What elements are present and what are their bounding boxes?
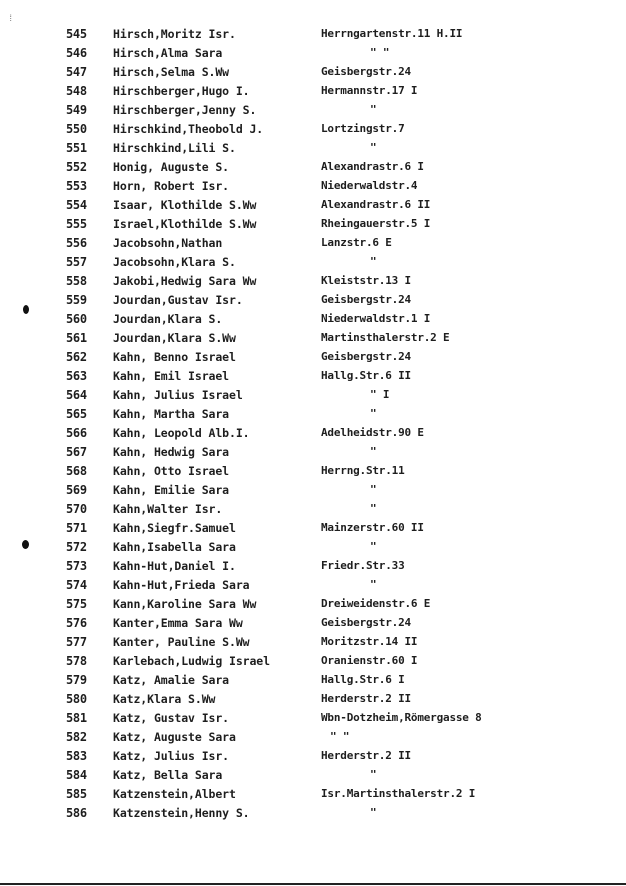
entry-name: Kahn,Isabella Sara — [113, 540, 236, 554]
entry-number: 564 — [66, 388, 87, 402]
entry-address: Oranienstr.60 I — [321, 654, 418, 667]
entry-address: Hermannstr.17 I — [321, 84, 418, 97]
entry-number: 572 — [66, 540, 87, 554]
entry-number: 555 — [66, 217, 87, 231]
list-item — [0, 139, 626, 158]
entry-name: Kahn, Otto Israel — [113, 464, 230, 478]
list-item — [0, 329, 626, 348]
entry-number: 577 — [66, 635, 87, 649]
list-item — [0, 424, 626, 443]
entry-number: 553 — [66, 179, 87, 193]
page-bottom-edge — [0, 883, 626, 885]
list-item — [0, 405, 626, 424]
entry-address: " " — [330, 730, 350, 743]
entry-number: 552 — [66, 160, 87, 174]
entry-number: 562 — [66, 350, 87, 364]
entry-name: Katz, Gustav Isr. — [113, 711, 230, 725]
entry-number: 557 — [66, 255, 87, 269]
list-item — [0, 215, 626, 234]
entry-name: Katz, Amalie Sara — [113, 673, 230, 687]
entry-number: 569 — [66, 483, 87, 497]
list-item — [0, 44, 626, 63]
entry-name: Kahn-Hut,Daniel I. — [113, 559, 236, 573]
entry-name: Kahn, Emilie Sara — [113, 483, 230, 497]
entry-address: " — [370, 445, 377, 458]
entry-number: 550 — [66, 122, 87, 136]
entry-name: Kahn-Hut,Frieda Sara — [113, 578, 250, 592]
entry-name: Katz, Julius Isr. — [113, 749, 230, 763]
list-item — [0, 785, 626, 804]
list-item — [0, 25, 626, 44]
entry-number: 568 — [66, 464, 87, 478]
entry-number: 579 — [66, 673, 87, 687]
entry-number: 585 — [66, 787, 87, 801]
entry-name: Katz, Bella Sara — [113, 768, 223, 782]
entry-name: Kahn, Martha Sara — [113, 407, 230, 421]
entry-address: Moritzstr.14 II — [321, 635, 418, 648]
entry-name: Israel,Klothilde S.Ww — [113, 217, 257, 231]
entry-name: Jacobsohn,Klara S. — [113, 255, 236, 269]
entry-number: 558 — [66, 274, 87, 288]
list-item — [0, 500, 626, 519]
entry-number: 565 — [66, 407, 87, 421]
entry-address: Rheingauerstr.5 I — [321, 217, 431, 230]
entry-address: Herderstr.2 II — [321, 749, 411, 762]
entry-number: 566 — [66, 426, 87, 440]
list-item — [0, 196, 626, 215]
entry-number: 559 — [66, 293, 87, 307]
list-item — [0, 158, 626, 177]
entry-address: " — [370, 483, 377, 496]
entry-address: Niederwaldstr.4 — [321, 179, 418, 192]
list-item — [0, 82, 626, 101]
list-item — [0, 272, 626, 291]
list-item — [0, 538, 626, 557]
list-item — [0, 348, 626, 367]
entry-number: 554 — [66, 198, 87, 212]
entry-name: Jourdan,Klara S. — [113, 312, 223, 326]
entry-address: Martinsthalerstr.2 E — [321, 331, 450, 344]
list-item — [0, 633, 626, 652]
entry-address: " — [370, 578, 377, 591]
entry-address: Geisbergstr.24 — [321, 616, 411, 629]
entry-number: 551 — [66, 141, 87, 155]
entry-number: 580 — [66, 692, 87, 706]
entry-number: 547 — [66, 65, 87, 79]
entry-name: Kahn,Walter Isr. — [113, 502, 223, 516]
entry-address: " — [370, 540, 377, 553]
list-item — [0, 310, 626, 329]
entry-address: Hallg.Str.6 II — [321, 369, 411, 382]
entry-name: Hirsch,Selma S.Ww — [113, 65, 230, 79]
entry-address: Kleiststr.13 I — [321, 274, 411, 287]
entry-address: " — [370, 407, 377, 420]
list-item — [0, 728, 626, 747]
entry-address: Alexandrastr.6 I — [321, 160, 424, 173]
entry-name: Katz,Klara S.Ww — [113, 692, 216, 706]
entry-number: 574 — [66, 578, 87, 592]
corner-scribble: ⁞ — [8, 14, 14, 24]
entry-address: " " — [370, 46, 390, 59]
list-item — [0, 690, 626, 709]
entry-name: Katzenstein,Albert — [113, 787, 236, 801]
entry-name: Kann,Karoline Sara Ww — [113, 597, 257, 611]
entry-name: Hirsch,Moritz Isr. — [113, 27, 236, 41]
entry-name: Kahn, Emil Israel — [113, 369, 230, 383]
list-item — [0, 367, 626, 386]
entry-name: Kahn, Benno Israel — [113, 350, 236, 364]
entry-address: Wbn-Dotzheim,Römergasse 8 — [321, 711, 482, 724]
entry-name: Kanter,Emma Sara Ww — [113, 616, 243, 630]
list-item — [0, 709, 626, 728]
entry-name: Hirschberger,Jenny S. — [113, 103, 257, 117]
entry-address: Adelheidstr.90 E — [321, 426, 424, 439]
list-item — [0, 291, 626, 310]
entry-name: Hirschberger,Hugo I. — [113, 84, 250, 98]
entry-address: Friedr.Str.33 — [321, 559, 405, 572]
entry-number: 556 — [66, 236, 87, 250]
entry-name: Katz, Auguste Sara — [113, 730, 236, 744]
list-item — [0, 481, 626, 500]
entry-name: Kahn, Leopold Alb.I. — [113, 426, 250, 440]
list-item — [0, 595, 626, 614]
entry-name: Karlebach,Ludwig Israel — [113, 654, 270, 668]
entry-name: Isaar, Klothilde S.Ww — [113, 198, 257, 212]
entry-number: 570 — [66, 502, 87, 516]
entry-name: Kahn, Julius Israel — [113, 388, 243, 402]
list-item — [0, 234, 626, 253]
entry-address: Dreiweidenstr.6 E — [321, 597, 431, 610]
list-item — [0, 101, 626, 120]
entry-number: 582 — [66, 730, 87, 744]
list-item — [0, 557, 626, 576]
entry-name: Jourdan,Gustav Isr. — [113, 293, 243, 307]
entry-number: 546 — [66, 46, 87, 60]
entry-address: Lanzstr.6 E — [321, 236, 392, 249]
entry-name: Jacobsohn,Nathan — [113, 236, 223, 250]
entry-number: 567 — [66, 445, 87, 459]
entry-number: 545 — [66, 27, 87, 41]
entry-address: Hallg.Str.6 I — [321, 673, 405, 686]
entry-number: 548 — [66, 84, 87, 98]
list-item — [0, 177, 626, 196]
entry-address: Geisbergstr.24 — [321, 350, 411, 363]
list-item — [0, 63, 626, 82]
entry-number: 584 — [66, 768, 87, 782]
entry-address: Mainzerstr.60 II — [321, 521, 424, 534]
entry-address: Herrng.Str.11 — [321, 464, 405, 477]
entry-list — [0, 25, 626, 823]
entry-address: Geisbergstr.24 — [321, 65, 411, 78]
list-item — [0, 576, 626, 595]
entry-address: Herrngartenstr.11 H.II — [321, 27, 463, 40]
entry-name: Hirschkind,Theobold J. — [113, 122, 264, 136]
entry-name: Kahn, Hedwig Sara — [113, 445, 230, 459]
list-item — [0, 652, 626, 671]
entry-address: Alexandrastr.6 II — [321, 198, 431, 211]
entry-name: Jourdan,Klara S.Ww — [113, 331, 236, 345]
entry-number: 583 — [66, 749, 87, 763]
entry-address: Niederwaldstr.1 I — [321, 312, 431, 325]
entry-name: Hirsch,Alma Sara — [113, 46, 223, 60]
list-item — [0, 253, 626, 272]
entry-name: Kahn,Siegfr.Samuel — [113, 521, 236, 535]
list-item — [0, 804, 626, 823]
entry-name: Horn, Robert Isr. — [113, 179, 230, 193]
list-item — [0, 120, 626, 139]
list-item — [0, 519, 626, 538]
entry-number: 573 — [66, 559, 87, 573]
entry-address: Geisbergstr.24 — [321, 293, 411, 306]
entry-address: Herderstr.2 II — [321, 692, 411, 705]
entry-name: Hirschkind,Lili S. — [113, 141, 236, 155]
entry-number: 563 — [66, 369, 87, 383]
entry-address: Isr.Martinsthalerstr.2 I — [321, 787, 476, 800]
entry-number: 575 — [66, 597, 87, 611]
list-item — [0, 671, 626, 690]
entry-name: Jakobi,Hedwig Sara Ww — [113, 274, 257, 288]
entry-number: 549 — [66, 103, 87, 117]
entry-number: 578 — [66, 654, 87, 668]
entry-address: " — [370, 806, 377, 819]
entry-address: Lortzingstr.7 — [321, 122, 405, 135]
entry-name: Katzenstein,Henny S. — [113, 806, 250, 820]
entry-address: " I — [370, 388, 390, 401]
list-item — [0, 462, 626, 481]
entry-number: 560 — [66, 312, 87, 326]
entry-name: Kanter, Pauline S.Ww — [113, 635, 250, 649]
entry-number: 581 — [66, 711, 87, 725]
entry-number: 571 — [66, 521, 87, 535]
list-item — [0, 614, 626, 633]
entry-number: 576 — [66, 616, 87, 630]
list-item — [0, 766, 626, 785]
entry-address: " — [370, 768, 377, 781]
entry-address: " — [370, 255, 377, 268]
entry-address: " — [370, 502, 377, 515]
entry-address: " — [370, 103, 377, 116]
entry-address: " — [370, 141, 377, 154]
entry-name: Honig, Auguste S. — [113, 160, 230, 174]
list-item — [0, 443, 626, 462]
entry-number: 586 — [66, 806, 87, 820]
entry-number: 561 — [66, 331, 87, 345]
list-item — [0, 386, 626, 405]
list-item — [0, 747, 626, 766]
